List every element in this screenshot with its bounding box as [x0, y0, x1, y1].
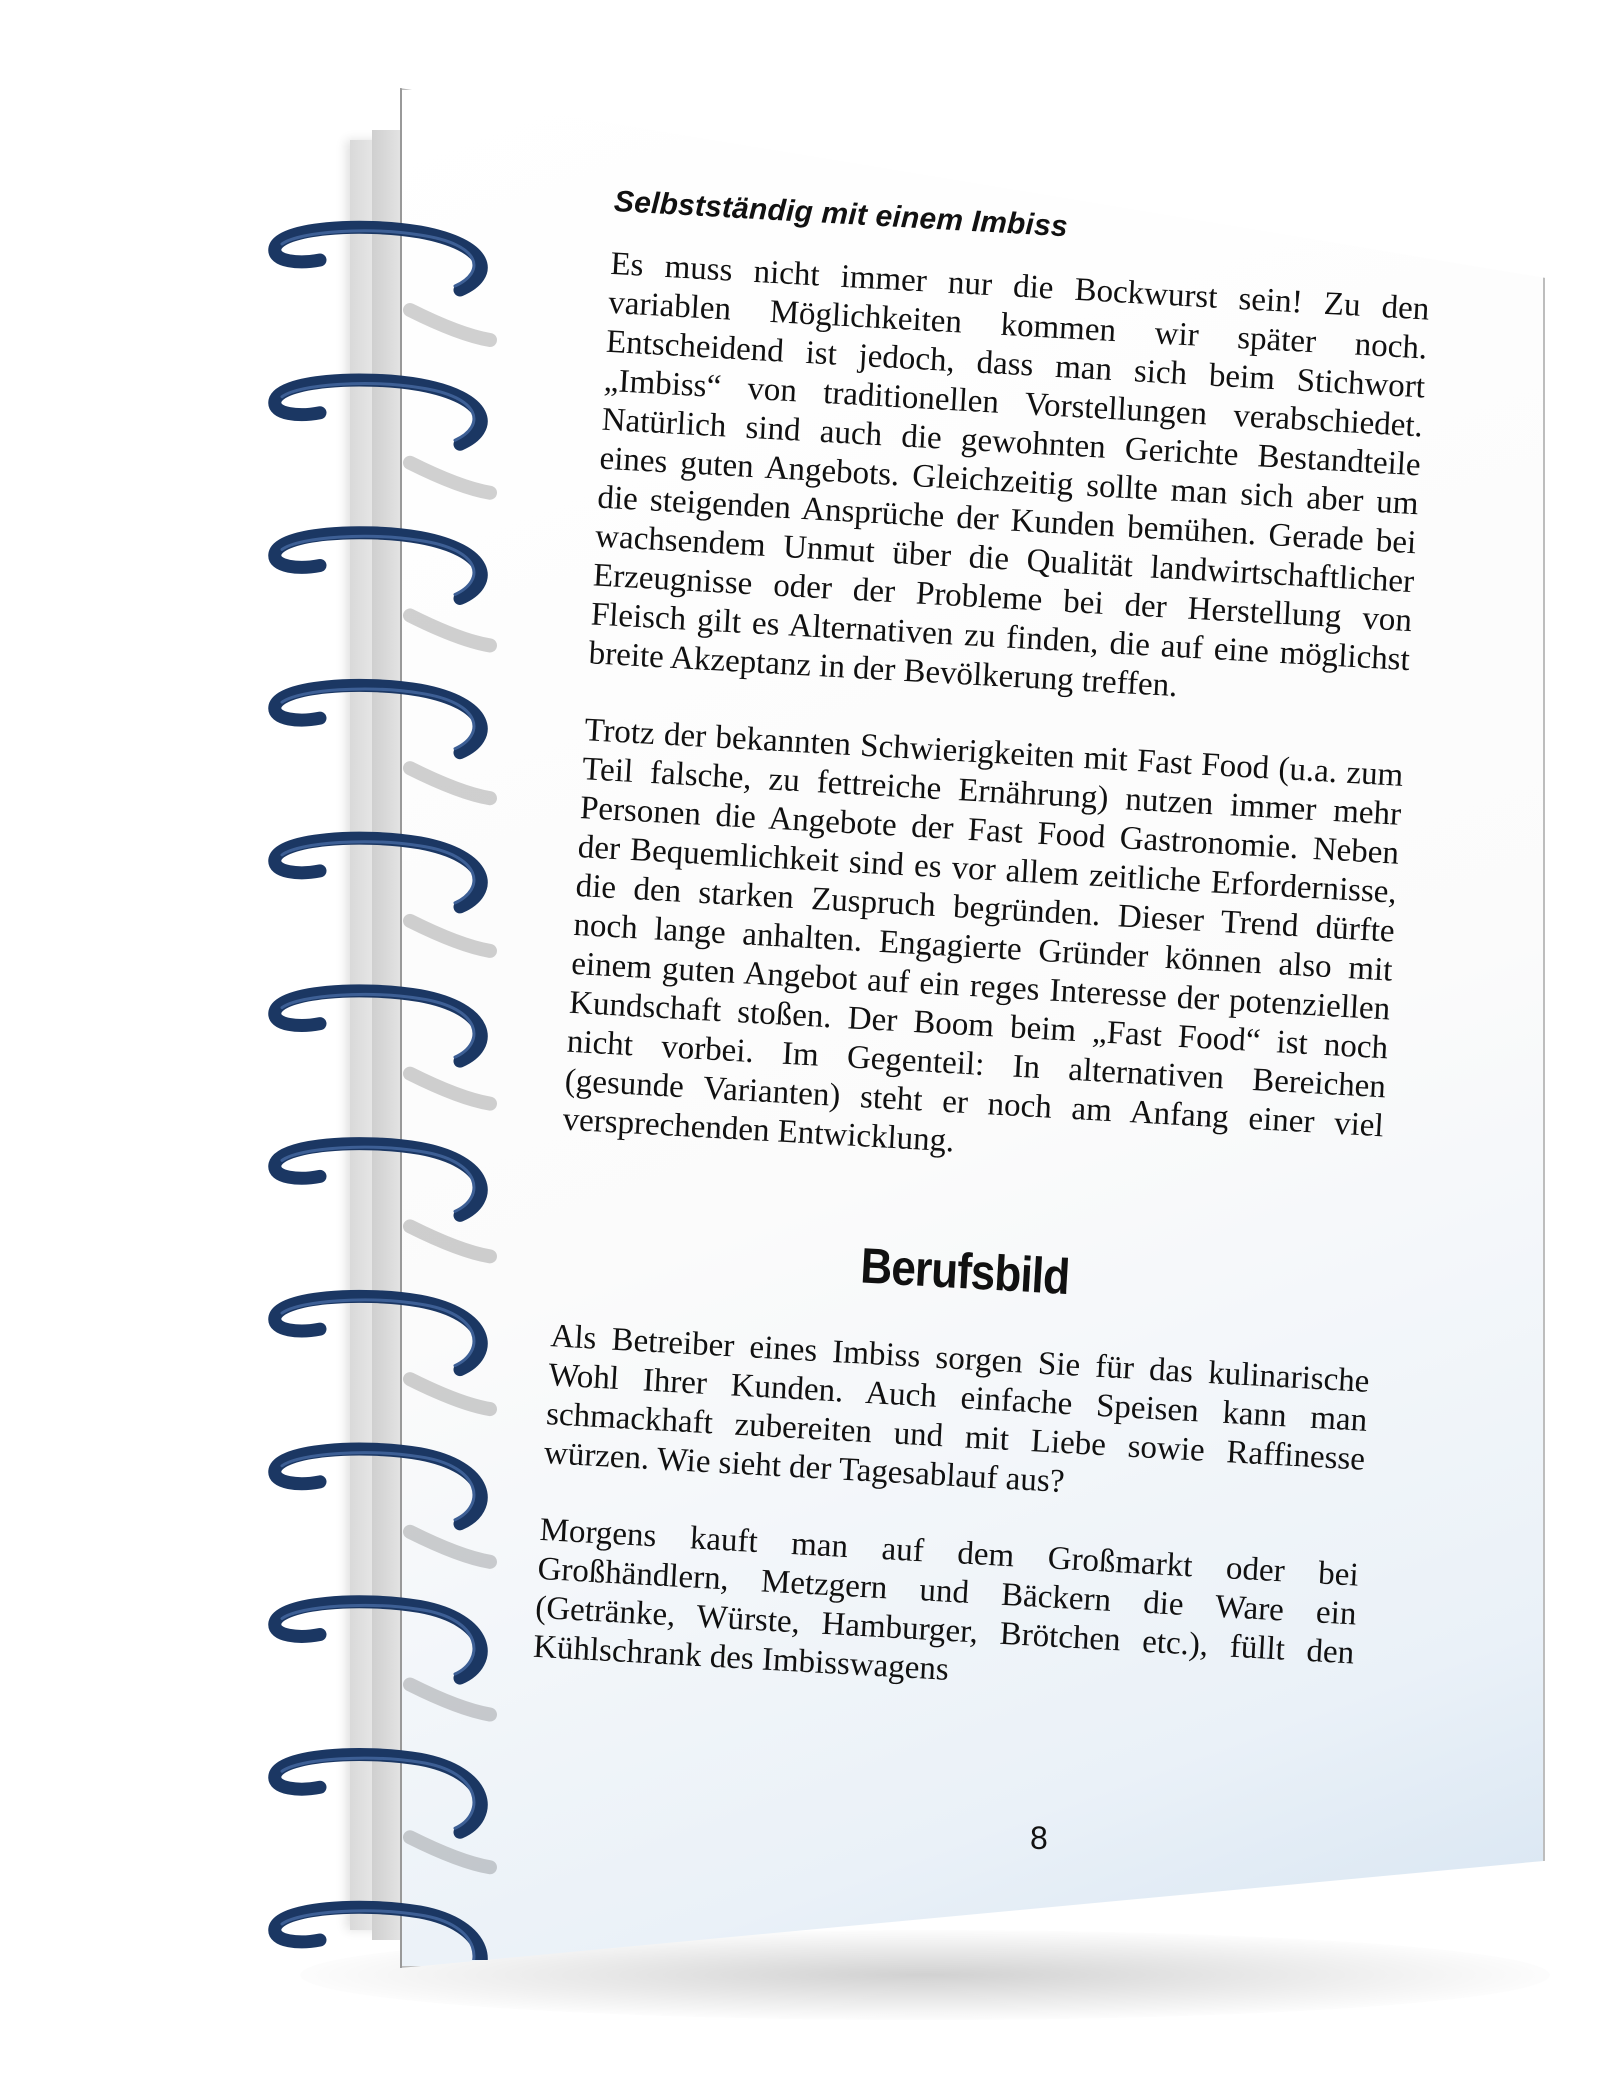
coil-shadow — [410, 1532, 490, 1562]
spiral-coil — [275, 685, 481, 752]
section-heading: Berufsbild — [859, 1237, 1071, 1306]
spiral-coil — [275, 1449, 481, 1524]
coil-shadow — [410, 1685, 490, 1715]
running-head: Selbstständig mit einem Imbiss — [613, 185, 1069, 244]
spiral-binding — [260, 220, 510, 1960]
page-content — [530, 185, 1434, 1750]
coil-shadow — [410, 1379, 490, 1409]
coil-shadow — [410, 1226, 490, 1256]
paragraph-1: Es muss nicht immer nur die Bockwurst sein! Zu den variablen Möglichkeiten kommen wir später noch. Entscheidend ist jedoch, dass man sich beim Stichwort „Imbiss“ von traditionellen Vorstellungen verabschiedet. Natürlich sind auch die gewohnten Gerichte Bestandteile eines guten Angebots. Gleichzeitig sollte man sich aber um die steigenden Ansprüche der Kunden bemühen. Gerade bei wachsendem Unmut über die Qualität landwirtschaftlicher Erzeugnisse oder der Probleme bei der Herstellung von Fleisch gilt es Alternativen zu finden, die auf eine möglichst breite Akzeptanz in der Bevölkerung treffen. — [587, 245, 1431, 705]
page-number: 8 — [1030, 1820, 1048, 1856]
coil-shadow — [410, 615, 490, 645]
section-paragraph-2: Morgens kauft man auf dem Großmarkt oder bei Großhändlern, Metzgern und Bäckern die Ware ein (Getränke, Würste, Hamburger, Brötchen etc.), füllt den Kühlschrank des Imbisswagens — [532, 1511, 1360, 1688]
coil-shadow — [410, 310, 490, 340]
spiral-coil — [275, 1296, 481, 1369]
spiral-coil — [275, 1755, 481, 1833]
coil-shadow — [410, 768, 490, 798]
coil-shadow — [410, 463, 490, 493]
spiral-coil — [275, 1602, 481, 1678]
spiral-coil — [275, 533, 481, 599]
spiral-coil — [275, 838, 481, 907]
coil-shadow — [410, 1837, 490, 1867]
coil-shadow — [410, 1074, 490, 1104]
spiral-coil — [275, 1144, 481, 1216]
paragraph-2: Trotz der bekannten Schwierigkeiten mit Fast Food (u.a. zum Teil falsche, zu fettreiche Ernährung) nutzen immer mehr Personen die Angebote der Fast Food Gastronomie. Neben der Bequemlichkeit sind es vor allem zeitliche Erfordernisse, die den starken Zuspruch begründen. Dieser Trend dürfte noch lange anhalten. Engagierte Gründer können also mit einem guten Angebot auf ein reges Interesse der potenziellen Kundschaft stoßen. Der Boom beim „Fast Food“ ist noch nicht vorbei. Im Gegenteil: In alternativen Bereichen (gesunde Varianten) steht er noch am Anfang einer viel versprechenden Entwicklung. — [561, 712, 1405, 1160]
spiral-coil — [275, 991, 481, 1061]
section-paragraph-1: Als Betreiber eines Imbiss sorgen Sie für das kulinarische Wohl Ihrer Kunden. Auch einfache Speisen kann man schmackhaft zubereiten und mit Liebe sowie Raffinesse würzen. Wie sieht der Tagesablauf aus? — [543, 1318, 1371, 1501]
coil-shadow — [410, 921, 490, 951]
